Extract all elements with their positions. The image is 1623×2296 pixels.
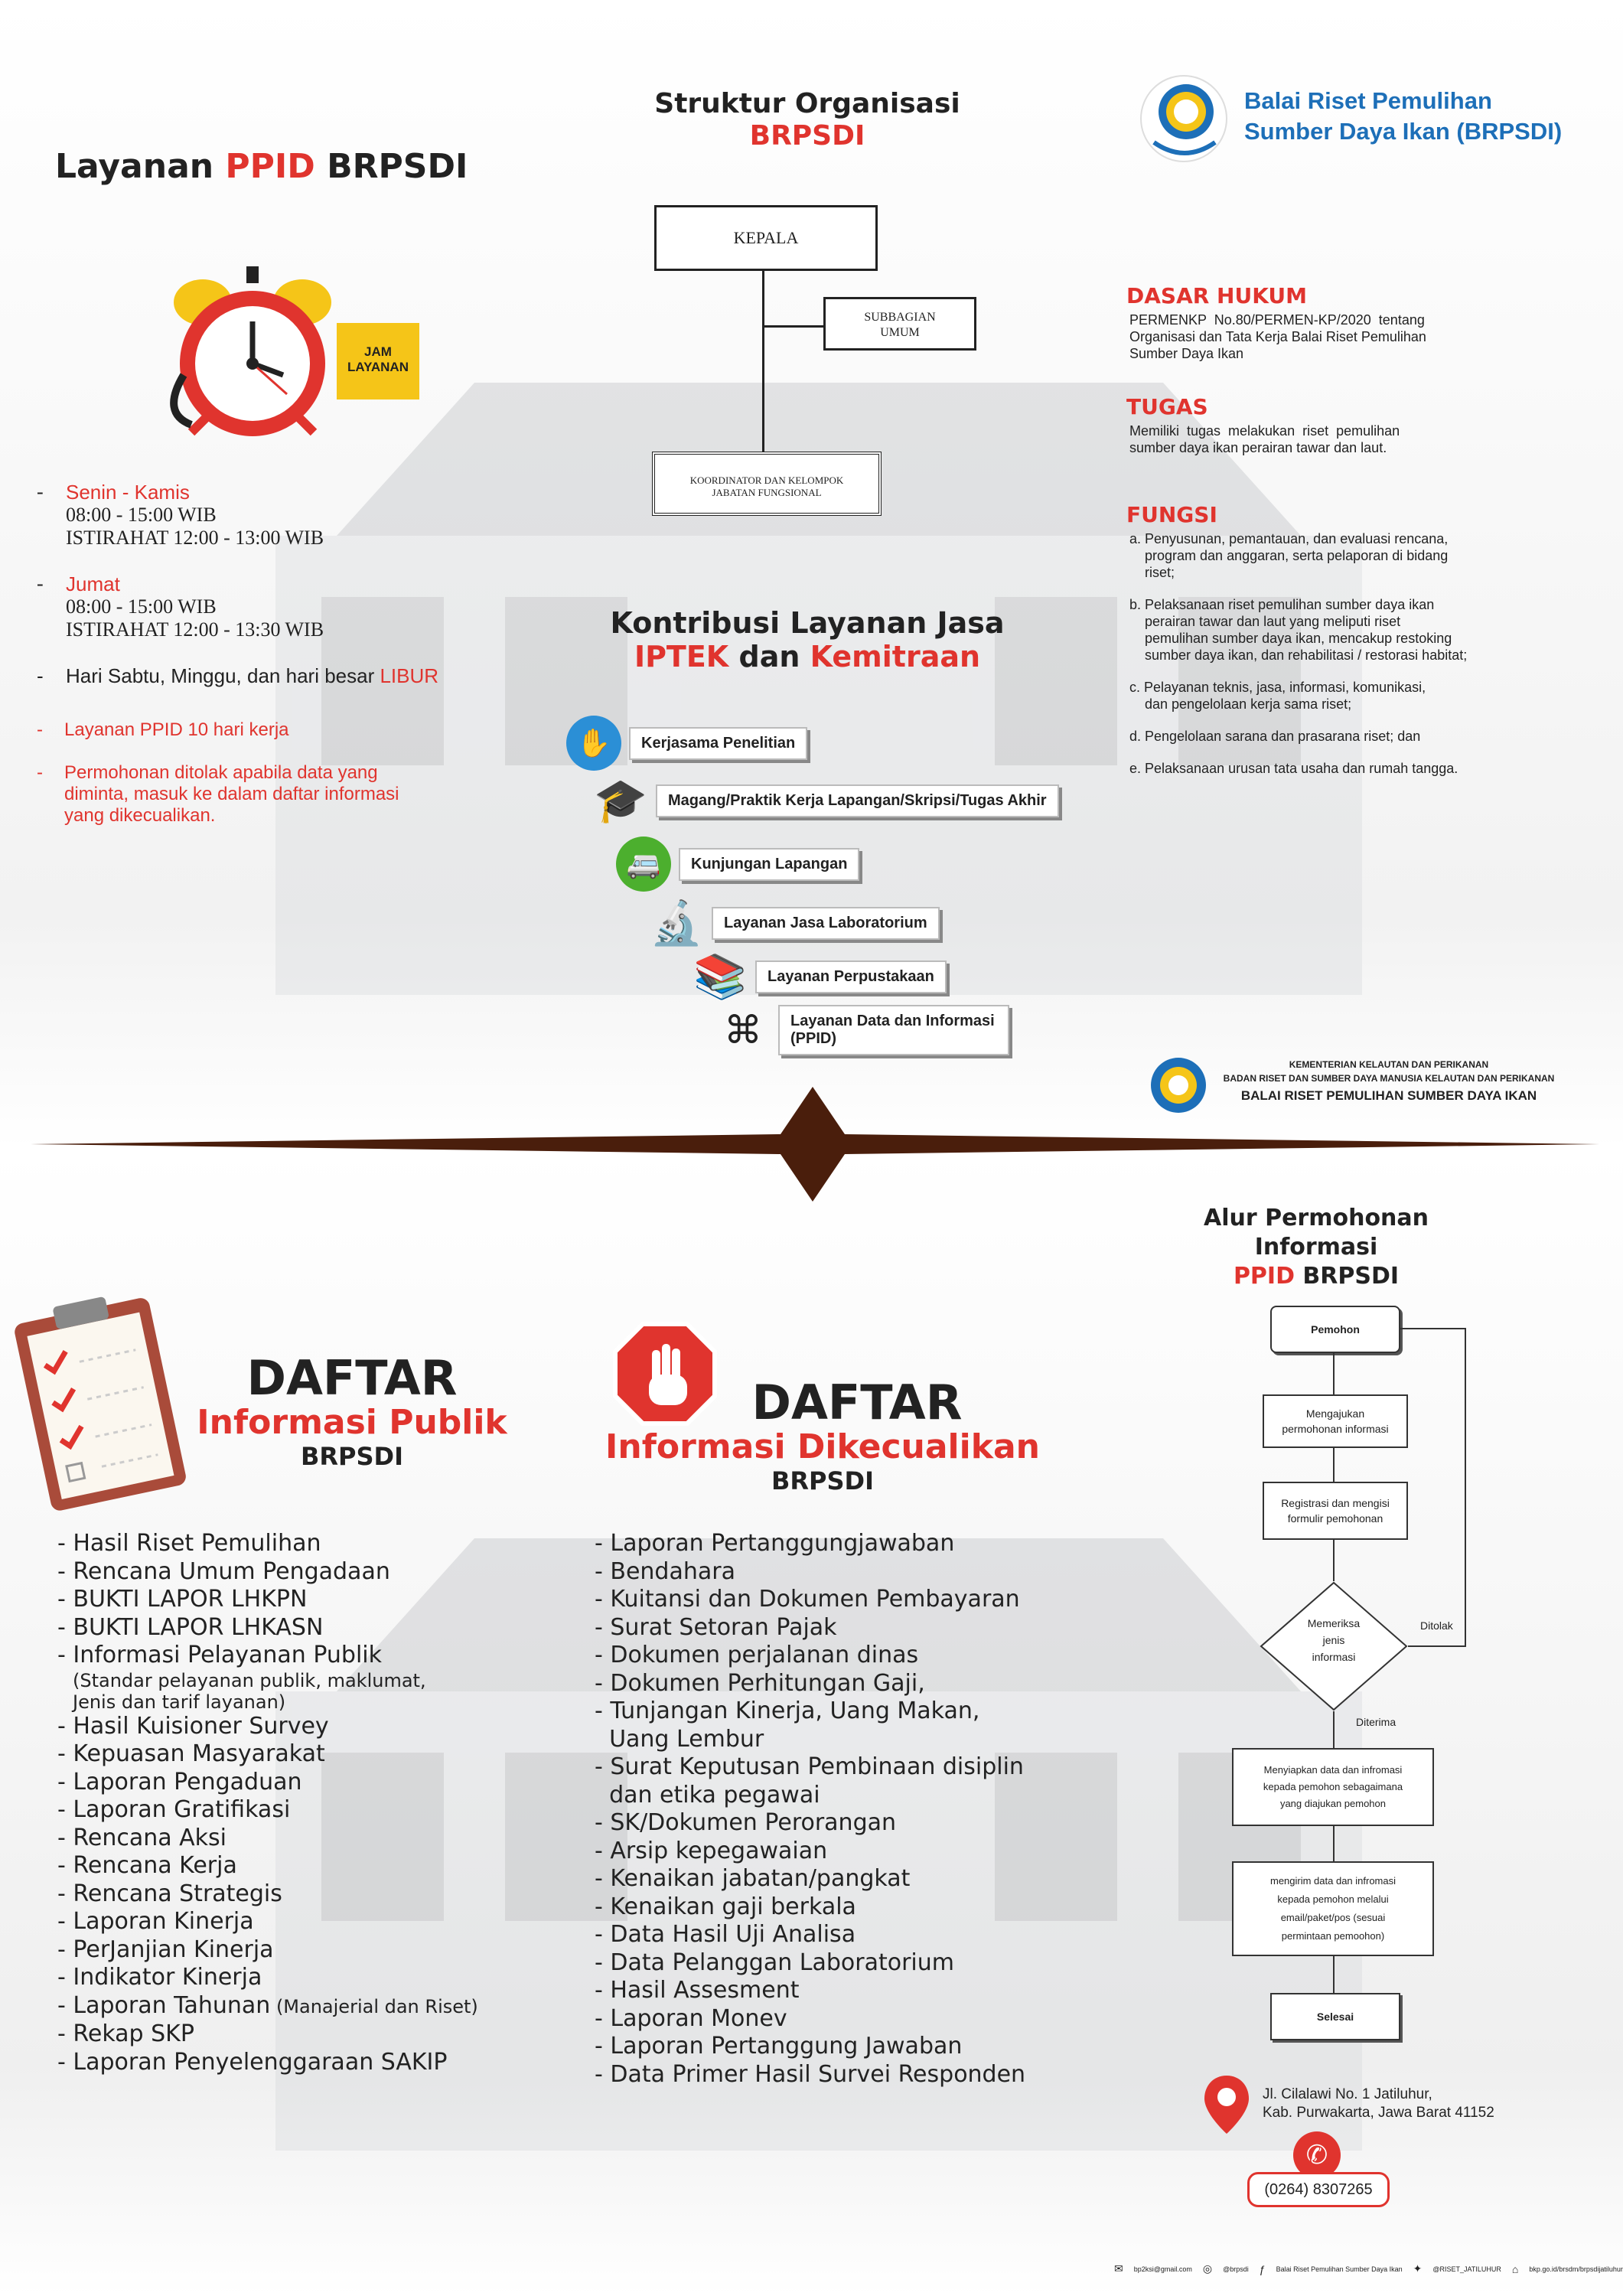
list-item: - Informasi Pelayanan Publik	[57, 1642, 382, 1668]
service-magang: 🎓 Magang/Praktik Kerja Lapangan/Skripsi/Tugas Akhir	[593, 773, 1059, 828]
list-item: - Laporan Tahunan (Manajerial dan Riset)	[57, 1991, 478, 2019]
social-web[interactable]: bkp.go.id/brsdm/brpsdijatiluhur	[1529, 2265, 1623, 2273]
list-item: - Arsip kepegawaian	[595, 1837, 828, 1864]
fungsi-item: e. Pelaksanaan urusan tata usaha dan rumah tangga.	[1129, 761, 1458, 776]
list-item: - Hasil Riset Pemulihan	[57, 1530, 321, 1557]
list-item: - Rencana Strategis	[57, 1880, 282, 1907]
alarm-clock-icon	[161, 260, 344, 452]
footer-logo-text: KEMENTERIAN KELAUTAN DAN PERIKANAN BADAN RISET DAN SUMBER DAYA MANUSIA KELAUTAN DAN PERIKANAN BALAI RISET PEMULIHAN SUMBER DAYA IKAN	[1223, 1059, 1555, 1103]
social-email[interactable]: bp2ksi@gmail.com	[1133, 2265, 1192, 2273]
list-item: - Kuitansi dan Dokumen Pembayaran	[595, 1586, 1020, 1613]
flow-line	[1333, 1955, 1335, 1993]
ppid-notes: - Layanan PPID 10 hari kerja - Permohonan ditolak apabila data yang diminta, masuk ke dalam daftar informasi yang dikecualikan.	[37, 719, 399, 826]
dasar-hukum-heading: DASAR HUKUM	[1126, 283, 1308, 308]
publik-list	[57, 1530, 478, 2076]
list-item: - Kenaikan gaji berkala	[595, 1893, 856, 1920]
service-data-informasi: ⌘ Layanan Data dan Informasi (PPID)	[715, 1003, 1009, 1058]
flow-line	[1333, 1711, 1335, 1748]
list-item: - Surat Keputusan Pembinaan disiplin dan etika pegawai	[595, 1753, 1024, 1808]
graduate-icon: 🎓	[594, 776, 647, 826]
org-koordinator: KOORDINATOR DAN KELOMPOK JABATAN FUNGSIONAL	[652, 452, 882, 516]
social-footer	[1114, 2262, 1623, 2275]
list-item: - Dokumen perjalanan dinas	[595, 1642, 919, 1668]
flow-pemohon: Pemohon	[1270, 1306, 1400, 1353]
phone-icon: ✆	[1293, 2131, 1341, 2179]
list-item: - Data Pelanggan Laboratorium	[595, 1949, 954, 1976]
list-item: - Rekap SKP	[57, 2020, 194, 2047]
clipboard-checklist-icon	[0, 1286, 199, 1515]
brand-name: Balai Riset Pemulihan Sumber Daya Ikan (BRPSDI)	[1244, 87, 1563, 145]
kkp-emblem-icon	[1139, 73, 1229, 164]
list-item: - Laporan Penyelenggaraan SAKIP	[57, 2048, 448, 2076]
list-item: - Laporan Kinerja	[57, 1908, 254, 1935]
tugas-heading: TUGAS	[1126, 394, 1208, 419]
legal-section	[1126, 283, 1555, 777]
fungsi-item: d. Pengelolaan sarana dan prasarana riset; dan	[1129, 729, 1421, 744]
kontribusi-title: Kontribusi Layanan Jasa IPTEK dan Kemitraan	[610, 606, 1005, 673]
list-item: - Indikator Kinerja	[57, 1964, 262, 1991]
web-icon: ⌂	[1511, 2262, 1519, 2275]
dikecualikan-heading: DAFTAR Informasi Dikecualikan BRPSDI	[605, 1375, 1040, 1495]
list-item: - Laporan Pengaduan	[57, 1768, 302, 1795]
org-title: Struktur Organisasi BRPSDI	[654, 88, 960, 152]
org-subbagian: SUBBAGIAN UMUM	[823, 297, 976, 351]
dasar-hukum-text: PERMENKP No.80/PERMEN-KP/2020 tentang Organisasi dan Tata Kerja Balai Riset Pemulihan Sumber Daya Ikan	[1129, 312, 1426, 361]
service-kerjasama: ✋ Kerjasama Penelitian	[566, 716, 807, 771]
flow-line	[1333, 1352, 1335, 1394]
facebook-icon: ƒ	[1259, 2262, 1266, 2275]
flow-mengirim: mengirim data dan infromasi kepada pemohon melalui email/paket/pos (sesuai permintaan pemoohon)	[1232, 1861, 1434, 1956]
flow-diterima-label: Diterima	[1356, 1716, 1396, 1728]
list-item: - Data Hasil Uji Analisa	[595, 1921, 856, 1948]
list-item: - Laporan Gratifikasi	[57, 1796, 291, 1823]
alur-title: Alur Permohonan Informasi PPID BRPSDI	[1203, 1205, 1429, 1290]
flow-registrasi: Registrasi dan mengisi formulir pemohonan	[1263, 1482, 1408, 1540]
dikecualikan-list	[595, 1530, 1025, 2089]
list-item: - Hasil Assesment	[595, 1977, 800, 2004]
list-item: - Tunjangan Kinerja, Uang Makan, Uang Lembur	[595, 1698, 980, 1753]
list-item: - Laporan Pertanggungjawaban	[595, 1530, 955, 1557]
service-laboratorium: 🔬 Layanan Jasa Laboratorium	[649, 895, 940, 951]
list-item: - Data Primer Hasil Survei Responden	[595, 2060, 1026, 2088]
ppid-schedule: - Senin - Kamis 08:00 - 15:00 WIB ISTIRAHAT 12:00 - 13:00 WIB - Jumat 08:00 - 15:00 WIB ISTIRAHAT 12:00 - 13:30 WIB - Hari Sabtu, Minggu, dan hari besar LIBUR	[37, 481, 439, 687]
contact-address: Jl. Cilalawi No. 1 Jatiluhur, Kab. Purwakarta, Jawa Barat 41152	[1263, 2086, 1494, 2121]
list-item: - Rencana Kerja	[57, 1852, 237, 1879]
service-perpustakaan: 📚 Layanan Perpustakaan	[693, 949, 947, 1004]
location-pin-icon	[1201, 2074, 1252, 2137]
list-item: - SK/Dokumen Perorangan	[595, 1809, 897, 1836]
publik-heading: DAFTAR Informasi Publik BRPSDI	[197, 1350, 507, 1471]
org-kepala: KEPALA	[654, 205, 878, 271]
social-instagram[interactable]: @brpsdi	[1223, 2265, 1249, 2273]
list-item: - Surat Setoran Pajak	[595, 1613, 837, 1641]
list-item: - Kenaikan jabatan/pangkat	[595, 1865, 911, 1892]
list-item: - Laporan Monev	[595, 2004, 787, 2032]
list-item: - Laporan Pertanggung Jawaban	[595, 2033, 963, 2060]
fungsi-item: a. Penyusunan, pemantauan, dan evaluasi rencana, program dan anggaran, serta pelaporan di bidang riset;	[1129, 531, 1449, 580]
list-item: - PerJanjian Kinerja	[57, 1936, 274, 1963]
flow-mengajukan: Mengajukan permohonan informasi	[1263, 1394, 1408, 1448]
ppid-title: Layanan PPID BRPSDI	[55, 147, 468, 186]
list-item: - Rencana Aksi	[57, 1824, 227, 1851]
network-icon: ⌘	[724, 1008, 762, 1052]
org-line-vertical	[762, 269, 764, 454]
list-item: - Rencana Umum Pengadaan	[57, 1557, 390, 1585]
tugas-text: Memiliki tugas melakukan riset pemulihan sumber daya ikan perairan tawar dan laut.	[1129, 423, 1400, 455]
flow-line	[1333, 1538, 1335, 1581]
flow-line	[1333, 1446, 1335, 1482]
flow-line	[1333, 1825, 1335, 1861]
handshake-icon: ✋	[566, 716, 621, 771]
flow-ditolak-label: Ditolak	[1420, 1619, 1453, 1632]
section-divider	[0, 1087, 1623, 1202]
microscope-icon: 🔬	[650, 899, 703, 948]
social-facebook[interactable]: Balai Riset Pemulihan Sumber Daya Ikan	[1276, 2265, 1403, 2273]
email-icon: ✉	[1114, 2262, 1123, 2275]
flow-menyiapkan: Menyiapkan data dan infromasi kepada pemohon sebagaimana yang diajukan pemohon	[1232, 1748, 1434, 1826]
vehicle-icon: 🚐	[616, 837, 671, 892]
fungsi-item: c. Pelayanan teknis, jasa, informasi, komunikasi, dan pengelolaan kerja sama riset;	[1129, 680, 1426, 712]
list-item: - Kepuasan Masyarakat	[57, 1740, 325, 1767]
service-kunjungan: 🚐 Kunjungan Lapangan	[616, 837, 859, 892]
fungsi-item: b. Pelaksanaan riset pemulihan sumber daya ikan perairan tawar dan laut yang meliputi riset pemulihan sumber daya ikan, mencakup restoking sumber daya ikan, dan rehabilitasi / restorasi habitat;	[1129, 597, 1468, 663]
instagram-icon: ◎	[1202, 2262, 1213, 2275]
social-twitter[interactable]: @RISET_JATILUHUR	[1432, 2265, 1501, 2273]
flow-line-reject	[1408, 1645, 1466, 1647]
list-item: - BUKTI LAPOR LHKASN	[57, 1613, 324, 1641]
flow-selesai: Selesai	[1270, 1993, 1400, 2040]
jam-layanan-note: JAM LAYANAN	[337, 323, 419, 400]
org-line-horizontal	[762, 325, 823, 328]
flow-decision-text: Memeriksa jenis informasi	[1307, 1617, 1361, 1663]
contact-phone: (0264) 8307265	[1247, 2172, 1390, 2207]
list-item-note: (Standar pelayanan publik, maklumat, Jenis dan tarif layanan)	[73, 1669, 426, 1713]
flow-line-reject	[1465, 1329, 1466, 1647]
flow-line-reject	[1399, 1328, 1466, 1329]
list-item: - Hasil Kuisioner Survey	[57, 1712, 329, 1740]
list-item: - Dokumen Perhitungan Gaji,	[595, 1669, 925, 1697]
twitter-icon: ✦	[1413, 2262, 1423, 2275]
fungsi-heading: FUNGSI	[1126, 502, 1217, 527]
books-icon: 📚	[693, 952, 747, 1002]
list-item: - BUKTI LAPOR LHKPN	[57, 1586, 308, 1613]
list-item: - Bendahara	[595, 1557, 735, 1585]
